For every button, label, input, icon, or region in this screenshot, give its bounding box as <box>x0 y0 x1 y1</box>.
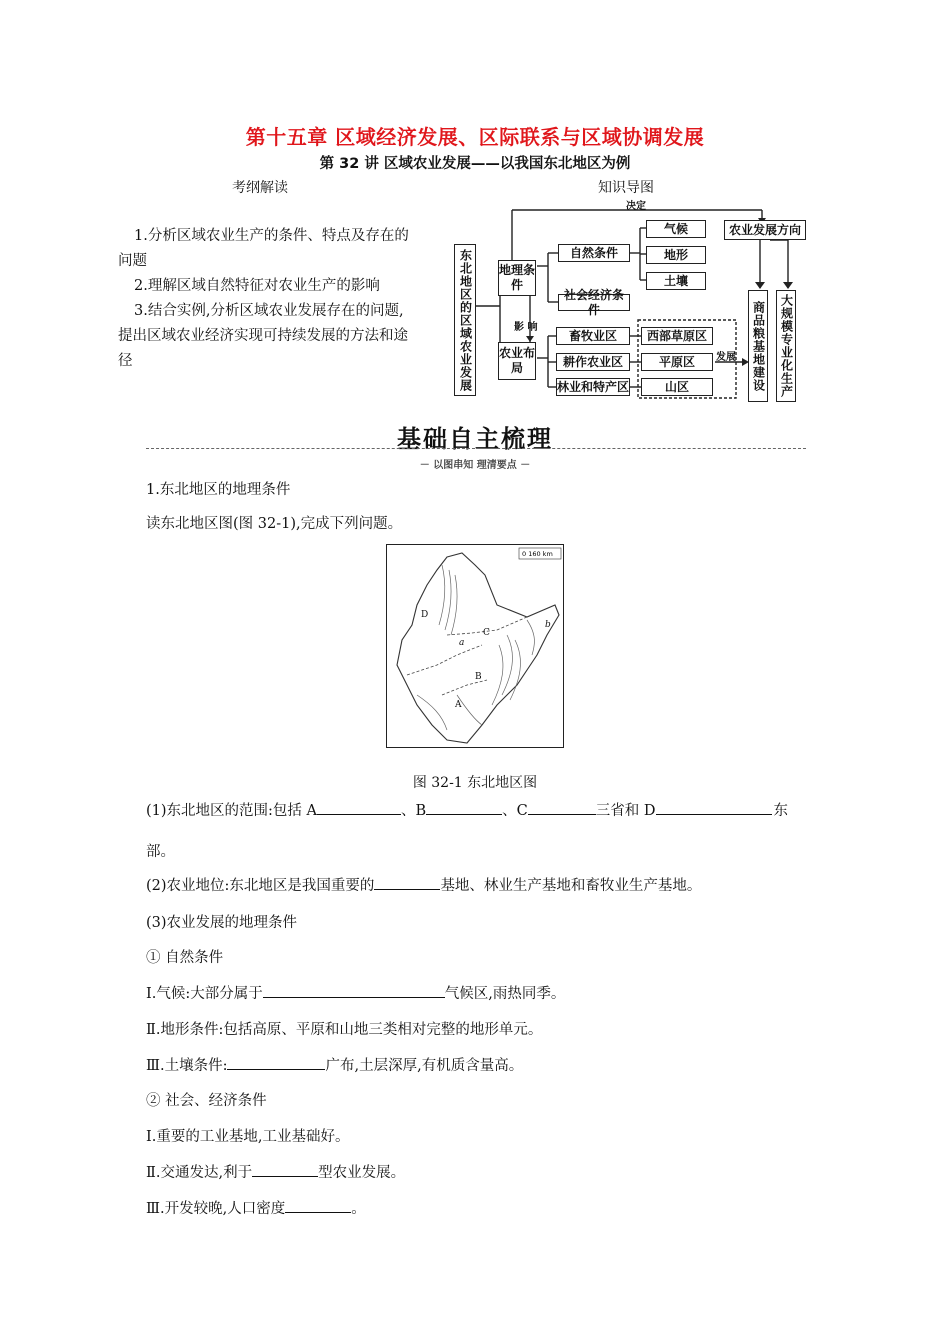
text: (2)农业地位:东北地区是我国重要的 <box>146 878 375 894</box>
map-label-b: B <box>475 672 482 682</box>
figure-caption: 图 32-1 东北地区图 <box>412 775 538 791</box>
mindmap-geo-conditions: 地理条件 <box>498 260 536 296</box>
label-develop: 发展 <box>716 352 736 363</box>
map-label-a: A <box>455 700 462 710</box>
map-label-c: C <box>483 628 490 638</box>
item-1-cont: 部。 <box>146 844 175 860</box>
blank-transport[interactable] <box>252 1162 318 1177</box>
knowledge-mindmap <box>450 196 810 406</box>
natural-terrain: Ⅱ.地形条件:包括高原、平原和山地三类相对完整的地形单元。 <box>146 1022 543 1038</box>
map-label-b-small: b <box>545 620 551 630</box>
northeast-china-map <box>386 544 564 748</box>
mindmap-livestock: 畜牧业区 <box>556 327 630 345</box>
section-subtitle: － 以图串知 理清要点 － <box>419 460 531 471</box>
section-divider <box>146 448 806 449</box>
mindmap-west-grassland: 西部草原区 <box>641 327 713 345</box>
natural-climate <box>146 982 565 1003</box>
chapter-title: 第十五章 区域经济发展、区际联系与区域协调发展 <box>245 125 705 149</box>
blank-climate[interactable] <box>263 983 445 998</box>
blank-base[interactable] <box>374 875 440 890</box>
right-column-title: 知识导图 <box>598 180 654 196</box>
mindmap-large-scale: 大规模专业化生产 <box>776 290 796 402</box>
blank-a[interactable] <box>317 800 401 815</box>
mindmap-farming: 耕作农业区 <box>556 353 630 371</box>
text: 气候区,雨热同季。 <box>444 986 566 1002</box>
text: 。 <box>351 1201 366 1217</box>
blank-soil[interactable] <box>227 1055 325 1070</box>
mindmap-soil: 土壤 <box>646 272 706 290</box>
text: 、C <box>502 803 528 819</box>
text: 基地、林业生产基地和畜牧业生产基地。 <box>440 878 702 894</box>
requirement-item: 3.结合实例,分析区域农业发展存在的问题,提出区域农业经济实现可持续发展的方法和途径 <box>118 303 408 369</box>
blank-d[interactable] <box>656 800 772 815</box>
mindmap-direction: 农业发展方向 <box>724 220 806 240</box>
text: Ⅲ.土壤条件: <box>146 1058 228 1074</box>
mindmap-climate: 气候 <box>646 220 706 238</box>
requirements-list <box>118 224 418 374</box>
mindmap-natural: 自然条件 <box>558 244 630 262</box>
text: (1)东北地区的范围:包括 A <box>146 803 318 819</box>
mindmap-agri-layout: 农业布局 <box>498 342 536 380</box>
item-3-heading: (3)农业发展的地理条件 <box>146 915 298 931</box>
blank-b[interactable] <box>426 800 502 815</box>
natural-soil <box>146 1054 523 1075</box>
map-scale: 0 160 km <box>522 550 553 558</box>
item-1-range <box>146 799 788 820</box>
left-column-title: 考纲解读 <box>232 180 288 196</box>
item-2-status <box>146 874 701 895</box>
blank-c[interactable] <box>528 800 596 815</box>
social-industry: Ⅰ.重要的工业基地,工业基础好。 <box>146 1129 350 1145</box>
mindmap-terrain: 地形 <box>646 246 706 264</box>
social-transport <box>146 1161 405 1182</box>
map-label-a-small: a <box>459 638 465 648</box>
mindmap-plain: 平原区 <box>641 353 713 371</box>
social-heading: ② 社会、经济条件 <box>146 1093 267 1109</box>
label-influence: 影 响 <box>514 322 538 333</box>
mindmap-grain-base: 商品粮基地建设 <box>748 290 768 402</box>
text: Ⅲ.开发较晚,人口密度 <box>146 1201 286 1217</box>
mindmap-forestry: 林业和特产区 <box>556 378 630 396</box>
question-1-intro: 读东北地区图(图 32-1),完成下列问题。 <box>146 516 403 532</box>
blank-population[interactable] <box>285 1198 351 1213</box>
mindmap-social-economic: 社会经济条件 <box>558 294 630 311</box>
text: 三省和 D <box>595 803 656 819</box>
lesson-title: 第 32 讲 区域农业发展——以我国东北地区为例 <box>319 156 631 172</box>
label-decide: 决定 <box>626 201 646 212</box>
social-population <box>146 1197 366 1218</box>
text: Ⅱ.交通发达,利于 <box>146 1165 253 1181</box>
requirement-item: 1.分析区域农业生产的条件、特点及存在的问题 <box>118 228 409 269</box>
text: 东 <box>773 803 789 819</box>
section-title: 基础自主梳理 <box>397 425 553 453</box>
mindmap-root: 东北地区的区域农业发展 <box>454 244 476 396</box>
map-label-d: D <box>421 610 429 620</box>
requirement-item: 2.理解区域自然特征对农业生产的影响 <box>134 278 380 294</box>
text: 型农业发展。 <box>318 1165 406 1181</box>
natural-heading: ① 自然条件 <box>146 950 224 966</box>
text: Ⅰ.气候:大部分属于 <box>146 986 263 1002</box>
text: 、B <box>401 803 427 819</box>
text: 广布,土层深厚,有机质含量高。 <box>325 1058 524 1074</box>
map-drawing <box>387 545 563 747</box>
mindmap-mountain: 山区 <box>641 378 713 396</box>
question-1-heading: 1.东北地区的地理条件 <box>146 482 291 498</box>
